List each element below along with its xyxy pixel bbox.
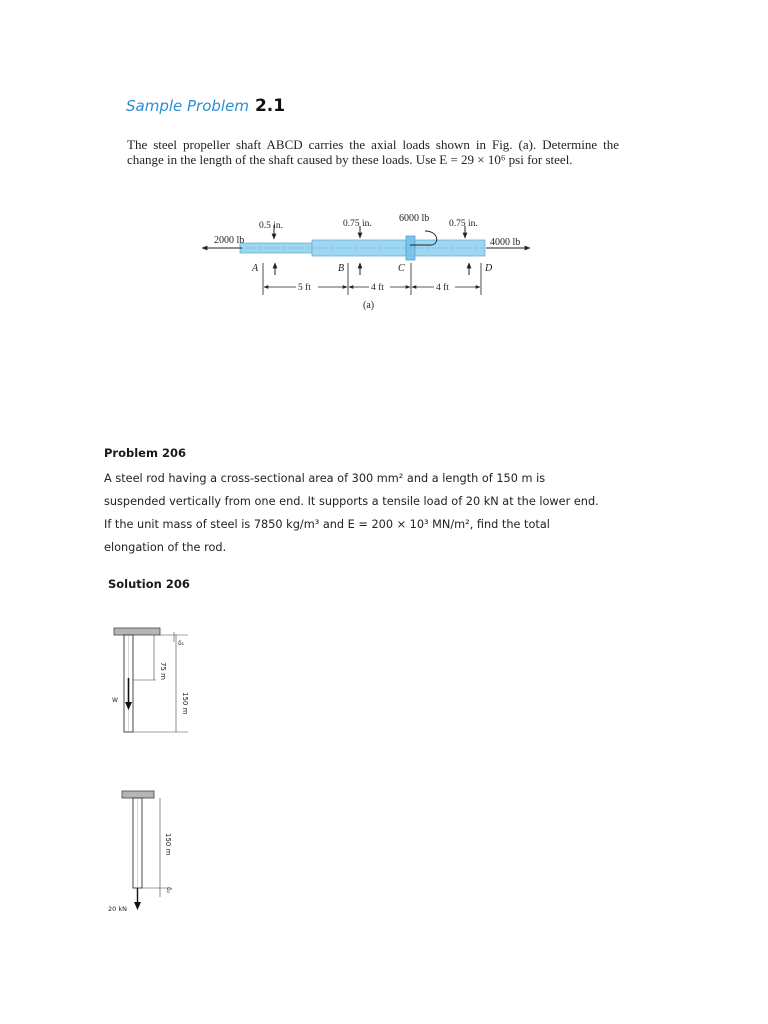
load-left-label: 2000 lb: [214, 235, 245, 246]
rod-figure-self-weight: [104, 620, 214, 740]
load-right-label: 4000 lb: [490, 237, 521, 248]
problem-206-line-1: A steel rod having a cross-sectional area of 300 mm² and a length of 150 m is: [104, 472, 546, 485]
point-d-label: D: [485, 263, 493, 274]
len-bc-label: 4 ft: [371, 283, 384, 293]
weight-label: W: [112, 697, 118, 704]
ceiling-support: [122, 791, 154, 798]
point-a-label: A: [252, 263, 259, 274]
rod-figure-tensile-load: [100, 785, 210, 920]
load-arrowhead: [134, 902, 141, 910]
length-150m-label: 150 m: [181, 692, 189, 715]
point-c-label: C: [398, 263, 405, 274]
load-label: 20 kN: [108, 905, 127, 913]
diam-cd-label: 0.75 in.: [449, 219, 478, 229]
length-150m-label: 150 m: [164, 833, 172, 856]
sample-problem-number: 2.1: [254, 96, 286, 116]
figure-caption: (a): [363, 300, 375, 311]
len-ab-label: 5 ft: [298, 283, 311, 293]
len-cd-label: 4 ft: [436, 283, 449, 293]
sample-problem-label: Sample Problem: [126, 97, 249, 115]
diam-ab-label: 0.5 in.: [259, 221, 284, 231]
diam-bc-label: 0.75 in.: [343, 219, 372, 229]
problem-206-line-3: If the unit mass of steel is 7850 kg/m³ and E = 200 × 10³ MN/m², find the total: [104, 518, 550, 531]
shaft-figure: [200, 205, 540, 315]
delta1-label: δ₁: [178, 640, 185, 647]
length-75m-label: 75 m: [159, 662, 167, 680]
sample-problem-heading: [126, 96, 285, 116]
ceiling-support: [114, 628, 160, 635]
problem-206-line-4: elongation of the rod.: [104, 541, 227, 554]
problem-206-title: Problem 206: [104, 446, 186, 460]
solution-206-title: Solution 206: [108, 577, 190, 591]
point-b-label: B: [338, 263, 345, 274]
sample-problem-text: The steel propeller shaft ABCD carries the axial loads shown in Fig. (a). Determine the change in the length of the shaft caused by these loads. Use E = 29 × 10⁶ psi for steel.: [127, 137, 619, 167]
problem-206-body: [104, 467, 624, 559]
delta2-label: δ₂: [165, 887, 172, 894]
problem-206-line-2: suspended vertically from one end. It supports a tensile load of 20 kN at the lower end.: [104, 495, 599, 508]
load-c-label: 6000 lb: [399, 213, 430, 224]
